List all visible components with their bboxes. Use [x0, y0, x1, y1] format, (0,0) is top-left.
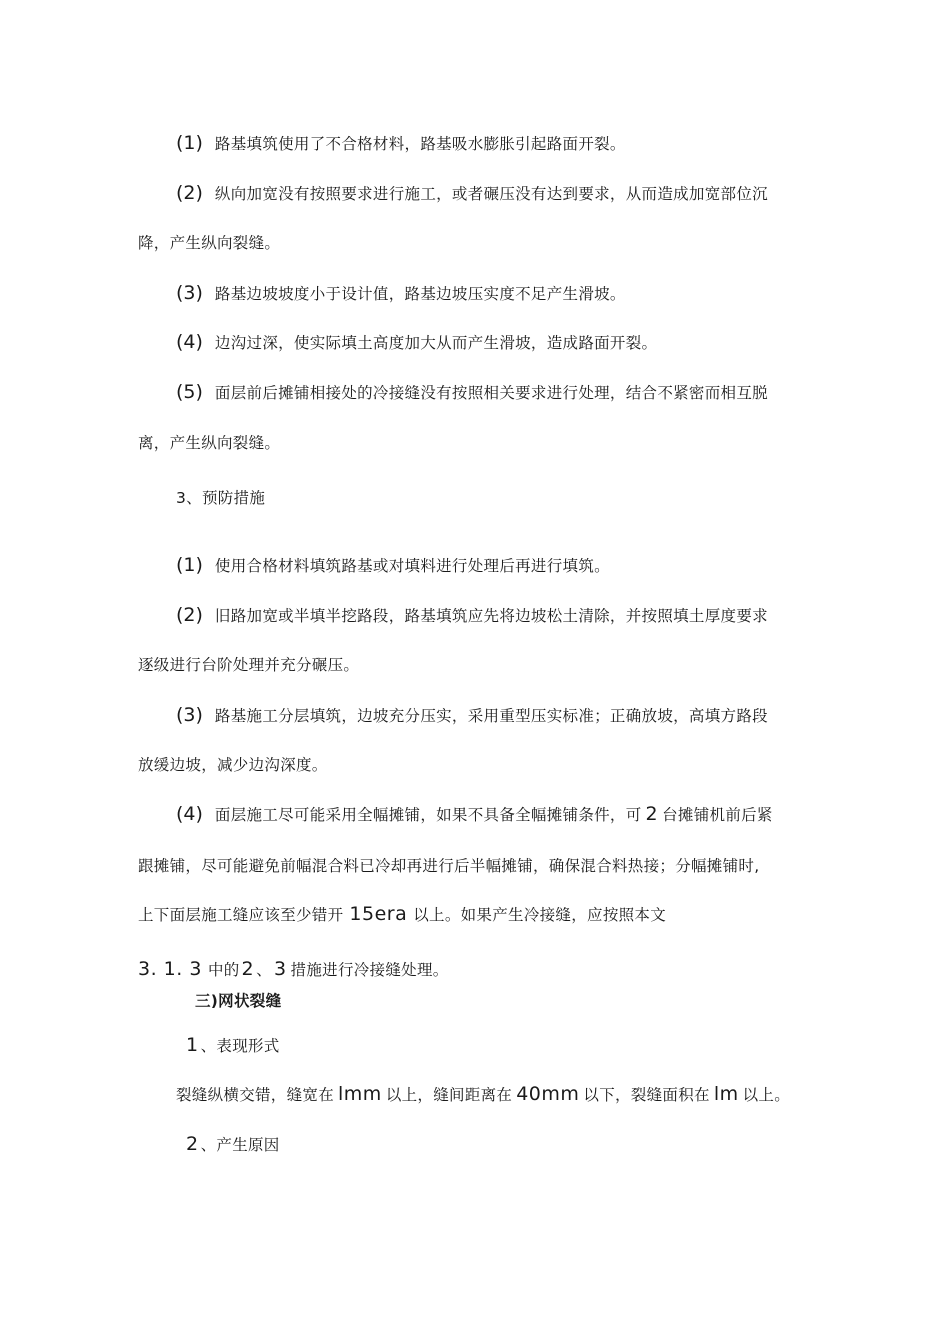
crack-width-value: lmm [338, 1083, 382, 1105]
desc-text: 以上，缝间距离在 [385, 1086, 513, 1104]
prevention-item-3 [176, 704, 768, 727]
cause-item-5 [176, 381, 768, 404]
prevention-item-4-line-4 [138, 958, 449, 981]
desc-text: 以上。 [742, 1086, 791, 1104]
item-text: 边沟过深，使实际填土高度加大从而产生滑坡，造成路面开裂。 [214, 334, 658, 352]
item-text: 逐级进行台阶处理并充分碾压。 [138, 656, 360, 674]
item-text: 旧路加宽或半填半挖路段，路基填筑应先将边坡松土清除，并按照填土厚度要求 [214, 607, 768, 625]
cause-item-3 [176, 282, 626, 305]
measure-number: 3 [273, 958, 287, 980]
cause-item-1 [176, 132, 626, 155]
item-text: 降，产生纵向裂缝。 [138, 234, 281, 252]
prevention-item-3-continued [138, 754, 328, 776]
item-number: (2) [176, 182, 203, 204]
item-text: 、 [256, 961, 272, 979]
heading-number: 1 [186, 1034, 199, 1056]
prevention-item-2-continued [138, 654, 359, 676]
crack-spacing-value: 40mm [516, 1083, 580, 1105]
heading-number: 2 [186, 1133, 199, 1155]
prevention-item-4 [176, 803, 773, 826]
item-text: 以上。如果产生冷接缝，应按照本文 [413, 906, 667, 924]
prevention-item-4-line-3 [138, 903, 666, 926]
item-text: 中的 [207, 961, 240, 979]
section-heading-prevention [176, 487, 265, 509]
item-text: 措施进行冷接缝处理。 [290, 961, 449, 979]
item-text: 面层前后摊铺相接处的冷接缝没有按照相关要求进行处理，结合不紧密而相互脱 [214, 384, 768, 402]
prevention-item-2 [176, 604, 768, 627]
item-text: 路基施工分层填筑，边坡充分压实，采用重型压实标准；正确放坡，高填方路段 [214, 707, 768, 725]
item-text: 纵向加宽没有按照要求进行施工，或者碾压没有达到要求，从而造成加宽部位沉 [214, 185, 768, 203]
measure-number: 2 [241, 958, 255, 980]
item-number: (2) [176, 604, 203, 626]
item-text: 路基填筑使用了不合格材料，路基吸水膨胀引起路面开裂。 [214, 135, 626, 153]
cause-item-2 [176, 182, 768, 205]
crack-area-value: lm [713, 1083, 739, 1105]
heading-text: 3、预防措施 [176, 489, 266, 507]
item-number-inline: 2 [645, 803, 659, 825]
cause-item-4 [176, 331, 657, 354]
subheading-manifestation [186, 1034, 280, 1057]
item-text: 上下面层施工缝应该至少错开 [138, 906, 344, 924]
offset-value: 15era [349, 903, 408, 925]
heading-text: 三)网状裂缝 [195, 992, 282, 1010]
subsection-heading-mesh-cracks [195, 990, 281, 1012]
item-text: 跟摊铺，尽可能避免前幅混合料已冷却再进行后半幅摊铺，确保混合料热接；分幅摊铺时, [138, 857, 760, 875]
prevention-item-1 [176, 554, 610, 577]
item-text: 路基边坡坡度小于设计值，路基边坡压实度不足产生滑坡。 [214, 285, 626, 303]
heading-text: 、表现形式 [200, 1037, 280, 1055]
manifestation-description [176, 1083, 790, 1106]
desc-text: 以下，裂缝面积在 [583, 1086, 710, 1104]
item-number: (1) [176, 132, 203, 154]
item-text: 台摊铺机前后紧 [662, 806, 773, 824]
cause-item-5-continued [138, 432, 280, 454]
desc-text: 裂缝纵横交错，缝宽在 [176, 1086, 335, 1104]
item-number: (5) [176, 381, 203, 403]
item-number: (4) [176, 331, 203, 353]
item-number: (3) [176, 282, 203, 304]
item-text: 放缓边坡，减少边沟深度。 [138, 756, 328, 774]
item-text: 使用合格材料填筑路基或对填料进行处理后再进行填筑。 [214, 557, 610, 575]
heading-text: 、产生原因 [200, 1136, 280, 1154]
item-text: 离，产生纵向裂缝。 [138, 434, 281, 452]
item-number: (1) [176, 554, 203, 576]
item-number: (4) [176, 803, 203, 825]
item-text: 面层施工尽可能采用全幅摊铺，如果不具备全幅摊铺条件，可 [214, 806, 642, 824]
item-number: (3) [176, 704, 203, 726]
prevention-item-4-line-2 [138, 855, 759, 877]
cause-item-2-continued [138, 232, 280, 254]
section-reference: 3. 1. 3 [138, 958, 202, 980]
subheading-causes [186, 1133, 280, 1156]
